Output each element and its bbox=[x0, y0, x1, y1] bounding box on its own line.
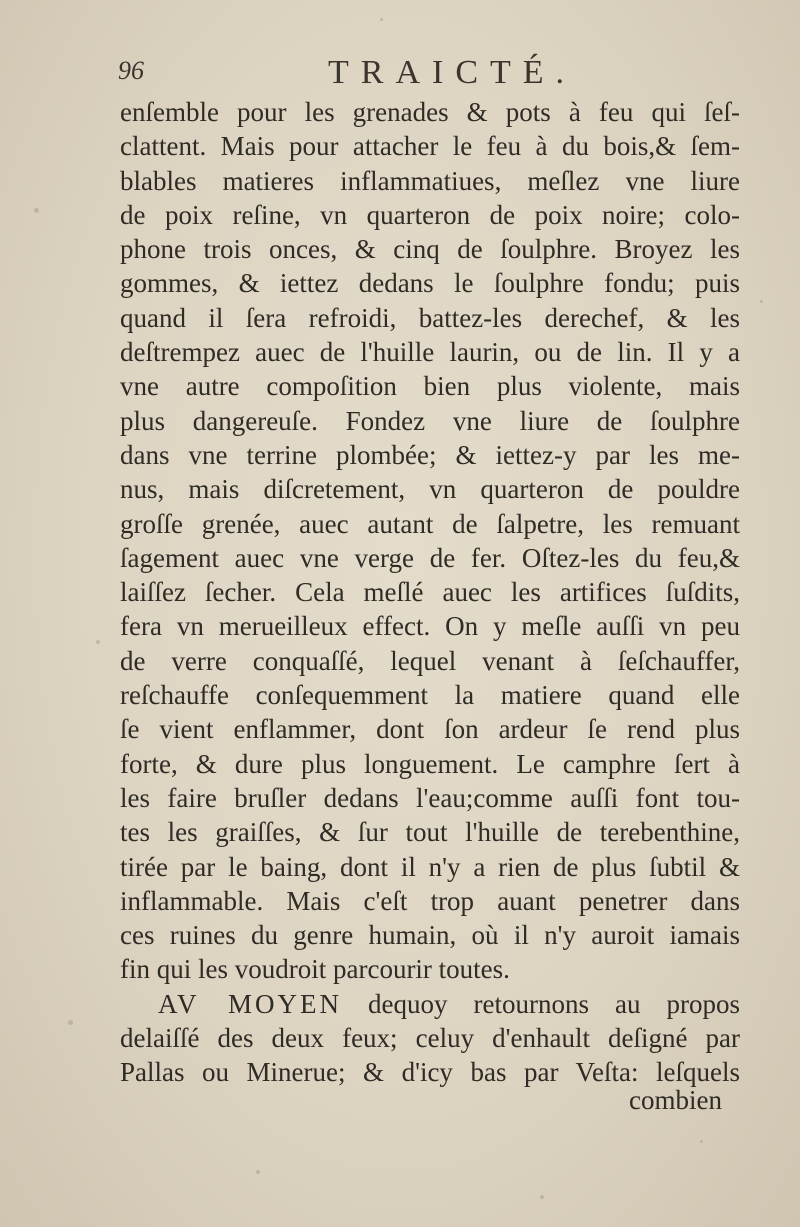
page-number: 96 bbox=[118, 56, 144, 85]
text-line: dans vne terrine plombée; & iettez-y par les me- bbox=[120, 439, 740, 470]
text-line: de verre conquaſſé, lequel venant à ſeſchauffer, bbox=[120, 645, 740, 676]
text-line: groſſe grenée, auec autant de ſalpetre, les remuant bbox=[120, 508, 740, 539]
text-line: vne autre compoſition bien plus violente, mais bbox=[120, 371, 740, 402]
paper-speck bbox=[540, 1195, 544, 1199]
text-line: ces ruines du genre humain, où il n'y auroit iamais bbox=[120, 920, 740, 951]
text-line: quand il ſera refroidi, battez-les derechef, & les bbox=[120, 302, 740, 333]
text-fragment: dequoy retournons au propos bbox=[368, 988, 740, 1019]
paper-speck bbox=[380, 18, 383, 21]
text-line: phone trois onces, & cinq de ſoulphre. Broyez les bbox=[120, 234, 740, 265]
paper-speck bbox=[760, 300, 763, 303]
text-line: ſagement auec vne verge de fer. Oſtez-les du feu,& bbox=[120, 542, 740, 573]
text-line: de poix reſine, vn quarteron de poix noire; colo- bbox=[120, 199, 740, 230]
text-line: delaiſſé des deux feux; celuy d'enhault deſigné par bbox=[120, 1023, 740, 1054]
catchword: combien bbox=[629, 1085, 722, 1115]
catchword-row bbox=[120, 1085, 722, 1121]
text-line: laiſſez ſecher. Cela meſlé auec les artifices ſuſdits, bbox=[120, 577, 740, 608]
paper-speck bbox=[34, 208, 39, 213]
text-line: forte, & dure plus longuement. Le camphre ſert à bbox=[120, 748, 740, 779]
text-line: ſe vient enflammer, dont ſon ardeur ſe rend plus bbox=[120, 714, 740, 745]
paper-speck bbox=[700, 1140, 703, 1143]
text-line: enſemble pour les grenades & pots à feu qui ſeſ- bbox=[120, 97, 740, 127]
text-line: clattent. Mais pour attacher le feu à du bois,& ſem- bbox=[120, 131, 740, 162]
text-line: tes les graiſſes, & ſur tout l'huille de terebenthine, bbox=[120, 817, 740, 848]
text-line: Pallas ou Minerue; & d'icy bas par Veſta: leſquels bbox=[120, 1057, 740, 1088]
text-line: deſtrempez auec de l'huille laurin, ou de lin. Il y a bbox=[120, 337, 740, 368]
text-line: inflammable. Mais c'eſt trop auant penetrer dans bbox=[120, 885, 740, 916]
paper-speck bbox=[256, 1170, 260, 1174]
text-line: blables matieres inflammatiues, meſlez vne liure bbox=[120, 165, 740, 196]
text-line: plus dangereuſe. Fondez vne liure de ſoulphre bbox=[120, 405, 740, 436]
running-title: TRAICTÉ. bbox=[328, 54, 577, 91]
text-line: reſchauffe conſequemment la matiere quand elle bbox=[120, 680, 740, 711]
paragraph-lead: AV MOYEN bbox=[158, 988, 343, 1019]
paragraph-opening-line bbox=[120, 987, 740, 1021]
running-head bbox=[118, 50, 738, 94]
text-line: gommes, & iettez dedans le ſoulphre fondu; puis bbox=[120, 268, 740, 299]
paper-speck bbox=[68, 1020, 73, 1025]
paper-speck bbox=[96, 640, 100, 644]
text-line: les faire bruſler dedans l'eau;comme auſſi font tou- bbox=[120, 782, 740, 813]
text-line: nus, mais diſcretement, vn quarteron de pouldre bbox=[120, 474, 740, 505]
text-line: fin qui les voudroit parcourir toutes. bbox=[120, 954, 510, 985]
text-line: tirée par le baing, dont il n'y a rien de plus ſubtil & bbox=[120, 851, 740, 882]
body-text bbox=[120, 95, 740, 1090]
text-line: fera vn merueilleux effect. On y meſle auſſi vn peu bbox=[120, 611, 740, 642]
